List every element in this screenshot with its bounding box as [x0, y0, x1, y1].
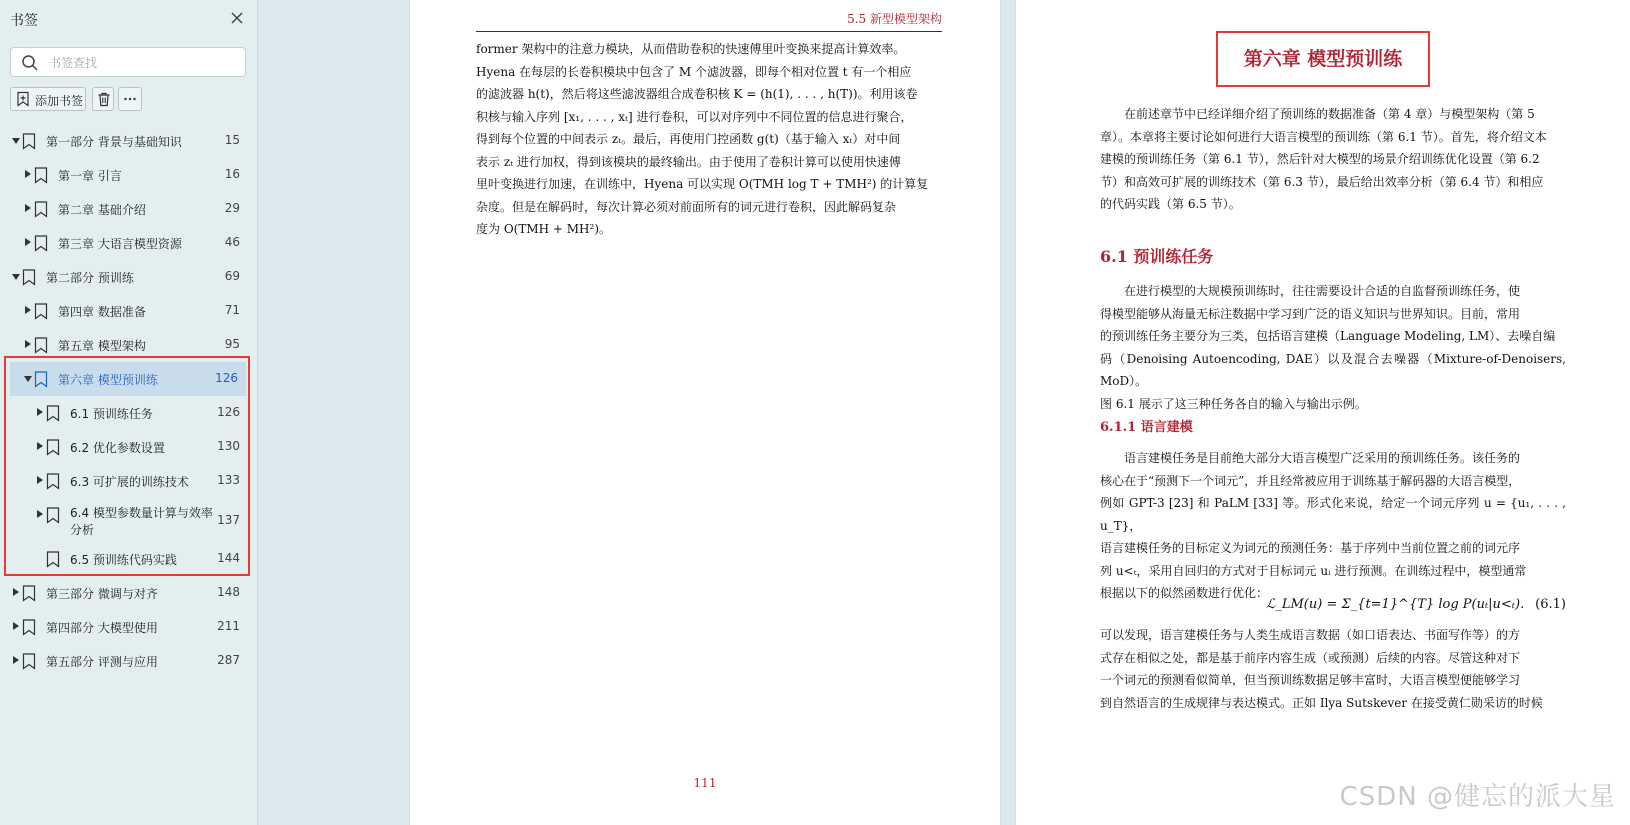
bookmark-search-input[interactable] [47, 52, 241, 74]
bookmark-section-6-4[interactable] [0, 498, 258, 542]
bookmark-icon [46, 473, 60, 490]
text-line: 语言建模任务的目标定义为词元的预测任务：基于序列中当前位置之前的词元序 [1100, 541, 1521, 555]
section-6-1-1-paragraph [1100, 447, 1566, 605]
expand-arrow-icon[interactable] [37, 476, 43, 484]
bookmark-part-2[interactable] [0, 260, 258, 294]
expand-arrow-icon[interactable] [37, 408, 43, 416]
bookmark-label: 第二章 基础介绍 [58, 203, 146, 217]
add-bookmark-icon [15, 91, 31, 107]
text-line: 度为 O(TMH + MH²)。 [476, 222, 612, 236]
bookmark-page: 69 [224, 269, 240, 283]
text-line: 里叶变换进行加速，在训练中，Hyena 可以实现 O(TMH log T + TMH²) 的计算复 [476, 177, 929, 191]
bookmark-page: 95 [224, 337, 240, 351]
bookmark-page: 137 [217, 513, 240, 527]
text-line: 核心在于“预测下一个词元”，并且经常被应用于训练基于解码器的大语言模型， [1100, 473, 1521, 488]
bookmark-label: 第二部分 预训练 [46, 271, 134, 285]
bookmark-page: 29 [224, 201, 240, 215]
bookmark-label: 第三章 大语言模型资源 [58, 237, 182, 251]
text-line: 在进行模型的大规模预训练时，往往需要设计合适的自监督预训练任务，使 [1100, 284, 1521, 298]
bookmark-icon [22, 269, 36, 286]
sidebar-header [10, 10, 247, 32]
bookmark-page: 211 [217, 619, 240, 633]
search-icon [21, 54, 39, 72]
chapter-title: 第六章 模型预训练 [1243, 48, 1403, 70]
text-line: 节）和高效可扩展的训练技术（第 6.3 节），最后给出效率分析（第 6.4 节）和相应 [1100, 174, 1544, 189]
bookmark-icon [22, 585, 36, 602]
bookmark-icon [34, 371, 48, 388]
chapter-title-highlight-box [1216, 31, 1430, 87]
bookmark-chapter-1[interactable] [0, 158, 258, 192]
expand-arrow-icon[interactable] [25, 306, 31, 314]
pdf-page-chapter-6 [1016, 0, 1630, 825]
more-options-button[interactable] [118, 87, 142, 111]
equation-number: (6.1) [1535, 597, 1566, 612]
text-line: 的预训练任务主要分为三类，包括语言建模（Language Modeling, LM）、去噪自编 [1100, 329, 1556, 343]
chapter-intro-paragraph [1100, 103, 1566, 216]
text-line: 建模的预训练任务（第 6.1 节），然后针对大模型的场景介绍训练优化设置（第 6.2 [1100, 152, 1540, 166]
section-6-1-paragraph [1100, 280, 1566, 415]
bookmark-icon [22, 133, 36, 150]
text-line: 式存在相似之处，都是基于前序内容生成（或预测）后续的内容。尽管这种对下 [1100, 650, 1521, 665]
expand-arrow-icon[interactable] [13, 656, 19, 664]
sidebar-title: 书签 [10, 13, 38, 29]
text-line: Hyena 在每层的长卷积模块中包含了 M 个滤波器，即每个相对位置 t 有一个相应 [476, 64, 912, 79]
page-body-text [476, 38, 942, 241]
text-line: 例如 GPT-3 [23] 和 PaLM [33] 等。形式化来说，给定一个词元序列 u = {u₁, . . . , u_T}， [1100, 496, 1566, 533]
bookmark-icon [34, 337, 48, 354]
text-line: 表示 zₜ 进行加权，得到该模块的最终输出。由于使用了卷积计算可以使用快速傅 [476, 154, 901, 169]
bookmark-chapter-4[interactable] [0, 294, 258, 328]
text-line: 根据以下的似然函数进行优化： [1100, 586, 1269, 600]
expand-arrow-icon[interactable] [37, 442, 43, 450]
expand-arrow-icon[interactable] [37, 510, 43, 518]
bookmark-page: 15 [224, 133, 240, 147]
section-heading-6-1: 6.1 预训练任务 [1100, 247, 1214, 266]
text-line: 的代码实践（第 6.5 节）。 [1100, 197, 1241, 211]
equation-formula: ℒ_LM(u) = Σ_{t=1}^{T} log P(uₜ|u<ₜ). [1266, 597, 1525, 612]
bookmark-icon [34, 167, 48, 184]
section-heading-6-1-1: 6.1.1 语言建模 [1100, 420, 1193, 435]
bookmark-page: 130 [217, 439, 240, 453]
bookmark-label: 6.2 优化参数设置 [70, 441, 165, 455]
bookmark-section-6-1[interactable] [0, 396, 258, 430]
expand-arrow-icon[interactable] [25, 170, 31, 178]
text-line: 码（Denoising Autoencoding, DAE）以及混合去噪器（Mixture-of-Denoisers, MoD）。 [1100, 351, 1566, 388]
expand-arrow-icon[interactable] [25, 340, 31, 348]
bookmark-label: 6.3 可扩展的训练技术 [70, 475, 189, 489]
text-line: 的滤波器 h(t)，然后将这些滤波器组合成卷积核 K = (h(1), . . . , h(T))。利用该卷 [476, 87, 918, 101]
bookmark-page: 133 [217, 473, 240, 487]
bookmark-page: 126 [215, 371, 238, 385]
collapse-arrow-icon[interactable] [12, 138, 20, 144]
bookmark-page: 144 [217, 551, 240, 565]
bookmark-search[interactable] [10, 47, 246, 77]
bookmark-icon [46, 439, 60, 456]
text-line: 图 6.1 展示了这三种任务各自的输入与输出示例。 [1100, 396, 1367, 411]
bookmark-label: 第一部分 背景与基础知识 [46, 135, 182, 149]
bookmark-label: 第五章 模型架构 [58, 339, 146, 353]
bookmark-label: 第五部分 评测与应用 [46, 655, 158, 669]
bookmark-section-6-3[interactable] [0, 464, 258, 498]
bookmark-page: 287 [217, 653, 240, 667]
text-line: 可以发现，语言建模任务与人类生成语言数据（如口语表达、书面写作等）的方 [1100, 628, 1521, 642]
bookmark-icon [22, 653, 36, 670]
bookmark-label: 第一章 引言 [58, 169, 122, 183]
text-line: 得到每个位置的中间表示 zₜ。最后，再使用门控函数 g(t)（基于输入 xₜ）对中间 [476, 132, 901, 146]
more-icon [122, 91, 138, 107]
bookmark-label: 6.1 预训练任务 [70, 407, 153, 421]
expand-arrow-icon[interactable] [25, 238, 31, 246]
text-line: 语言建模任务是目前绝大部分大语言模型广泛采用的预训练任务。该任务的 [1100, 451, 1521, 465]
text-line: 一个词元的预测看似简单，但当预训练数据足够丰富时，大语言模型便能够学习 [1100, 673, 1521, 687]
text-line: 到自然语言的生成规律与表达模式。正如 Ilya Sutskever 在接受黄仁勋采访的时候 [1100, 695, 1543, 710]
bookmark-chapter-2[interactable] [0, 192, 258, 226]
running-head: 5.5 新型模型架构 [476, 10, 942, 32]
bookmark-section-6-2[interactable] [0, 430, 258, 464]
bookmark-icon [34, 201, 48, 218]
bookmark-page: 16 [224, 167, 240, 181]
bookmark-icon [46, 405, 60, 422]
text-line: 杂度。但是在解码时，每次计算必须对前面所有的词元进行卷积，因此解码复杂 [476, 199, 897, 214]
expand-arrow-icon[interactable] [25, 204, 31, 212]
collapse-arrow-icon[interactable] [24, 376, 32, 382]
bookmark-chapter-5[interactable] [0, 328, 258, 362]
bookmark-label: 6.4 模型参数量计算与效率 [70, 506, 213, 520]
bookmark-page: 126 [217, 405, 240, 419]
bookmark-chapter-3[interactable] [0, 226, 258, 260]
csdn-watermark: CSDN @健忘的派大星 [1339, 782, 1616, 812]
bookmark-part-4[interactable] [0, 610, 258, 644]
bookmark-chapter-6[interactable] [10, 362, 246, 396]
bookmark-page: 148 [217, 585, 240, 599]
bookmark-label-line2: 分析 [70, 523, 95, 537]
bookmark-icon [46, 551, 60, 568]
add-bookmark-label: 添加书签 [35, 94, 84, 108]
bookmark-sidebar [0, 0, 258, 825]
bookmark-icon [46, 507, 60, 524]
trash-icon [96, 91, 112, 107]
page-number: 111 [693, 776, 717, 790]
bookmark-icon [34, 303, 48, 320]
delete-bookmark-button[interactable] [92, 87, 114, 111]
bookmark-label: 第四部分 大模型使用 [46, 621, 158, 635]
text-line: 在前述章节中已经详细介绍了预训练的数据准备（第 4 章）与模型架构（第 5 [1100, 107, 1535, 121]
bookmark-label: 第四章 数据准备 [58, 305, 146, 319]
text-line: 章）。本章将主要讨论如何进行大语言模型的预训练（第 6.1 节）。首先，将介绍文本 [1100, 129, 1547, 144]
close-icon[interactable] [227, 8, 247, 28]
bookmark-part-5[interactable] [0, 644, 258, 678]
bookmark-page: 71 [224, 303, 240, 317]
equation-6-1 [1100, 589, 1566, 625]
bookmark-section-6-5[interactable] [0, 542, 258, 576]
bookmark-page: 46 [224, 235, 240, 249]
collapse-arrow-icon[interactable] [12, 274, 20, 280]
add-bookmark-button[interactable] [10, 87, 86, 111]
bookmark-part-1[interactable] [0, 124, 258, 158]
bookmark-part-3[interactable] [0, 576, 258, 610]
text-line: 得模型能够从海量无标注数据中学习到广泛的语义知识与世界知识。目前，常用 [1100, 306, 1521, 321]
bookmark-label: 第六章 模型预训练 [58, 373, 158, 387]
text-line: 列 u<ₜ，采用自回归的方式对于目标词元 uᵢ 进行预测。在训练过程中，模型通常 [1100, 563, 1527, 578]
expand-arrow-icon[interactable] [13, 588, 19, 596]
bookmark-icon [22, 619, 36, 636]
bookmark-label: 第三部分 微调与对齐 [46, 587, 158, 601]
text-line: 积核与输入序列 [x₁, . . . , xₜ] 进行卷积，可以对序列中不同位置的信息进行聚合， [476, 109, 913, 124]
expand-arrow-icon[interactable] [13, 622, 19, 630]
bookmark-label: 6.5 预训练代码实践 [70, 553, 177, 567]
text-line: former 架构中的注意力模块，从而借助卷积的快速傅里叶变换来提高计算效率。 [476, 42, 906, 56]
bookmark-icon [34, 235, 48, 252]
pdf-page-111 [410, 0, 1000, 825]
post-equation-paragraph [1100, 624, 1566, 714]
